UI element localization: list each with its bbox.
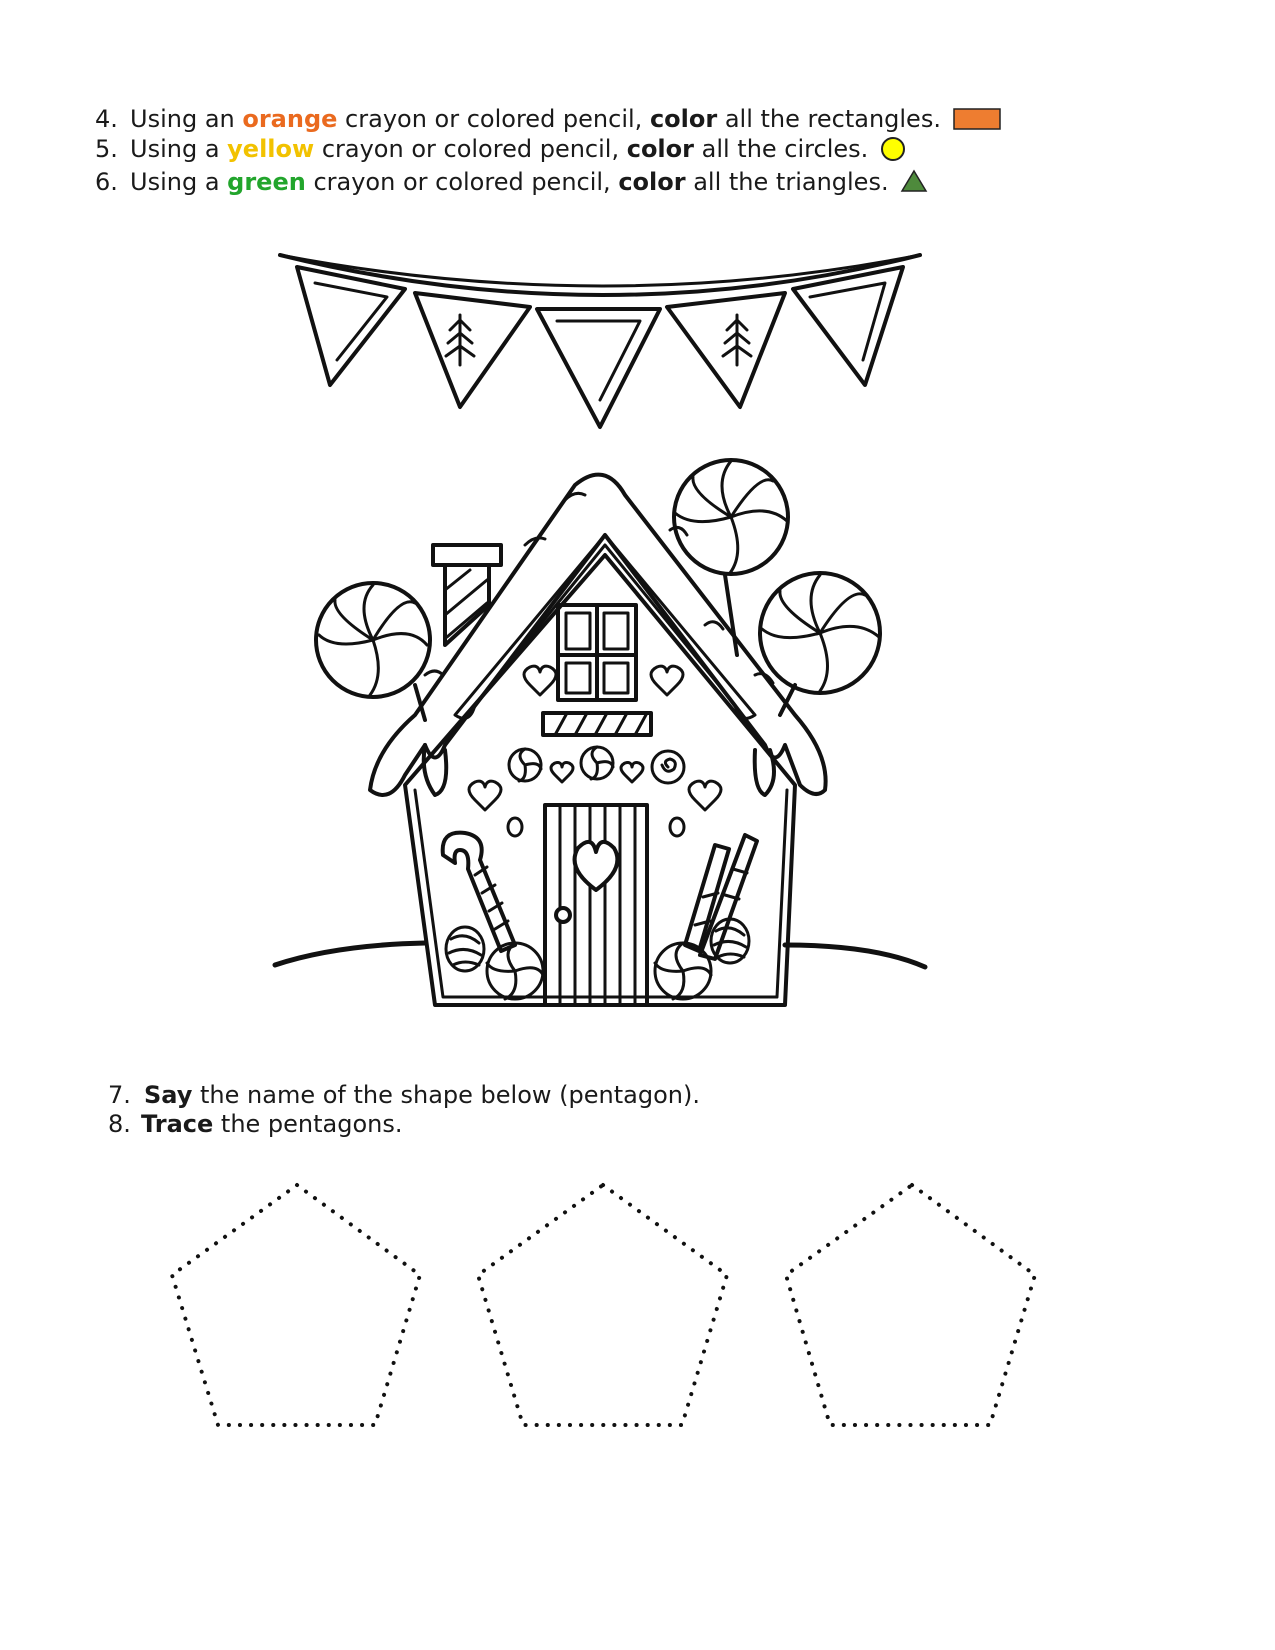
gingerbread-house-illustration [275, 245, 935, 1035]
instruction-number: 4. [95, 105, 118, 133]
triangle-icon [900, 169, 928, 193]
tree-icon [723, 315, 751, 365]
candy-cane-right [685, 835, 757, 959]
instruction-text-post: all the circles. [693, 135, 869, 163]
instruction-verb: Say [144, 1081, 193, 1109]
tree-icon [446, 315, 474, 365]
instruction-number: 8. [108, 1110, 131, 1138]
tracing-pentagons [0, 1170, 1275, 1490]
instruction-text-mid: crayon or colored pencil, [337, 105, 650, 133]
pentagon-tracing-1[interactable] [172, 1185, 420, 1425]
door [545, 805, 647, 1005]
instruction-number: 7. [108, 1081, 131, 1109]
color-word-yellow: yellow [227, 135, 315, 163]
instruction-text-post: all the triangles. [685, 168, 889, 196]
instruction-text-post: the name of the shape below (pentagon). [192, 1081, 700, 1109]
instruction-verb: color [618, 168, 686, 196]
bunting-banner [280, 255, 920, 427]
chimney [433, 545, 501, 645]
instruction-text-post: the pentagons. [213, 1110, 403, 1138]
pentagon-tracing-2[interactable] [478, 1185, 727, 1425]
instruction-text-mid: crayon or colored pencil, [305, 168, 619, 196]
instruction-text-pre: Using an [130, 105, 243, 133]
window [543, 605, 651, 735]
rectangle-icon [953, 108, 1001, 130]
instruction-text-pre: Using a [130, 135, 228, 163]
pentagon-tracing-3[interactable] [786, 1185, 1035, 1425]
instruction-text-pre: Using a [130, 168, 228, 196]
instruction-text-post: all the rectangles. [717, 105, 941, 133]
instruction-verb: color [626, 135, 694, 163]
lollipop-left [316, 583, 430, 720]
instruction-number: 5. [95, 135, 118, 163]
instruction-verb: color [649, 105, 718, 133]
candy-decorations [508, 747, 684, 836]
instruction-verb: Trace [141, 1110, 214, 1138]
color-word-orange: orange [242, 105, 338, 133]
color-word-green: green [227, 168, 306, 196]
instruction-text-mid: crayon or colored pencil, [314, 135, 627, 163]
ground-line [275, 943, 425, 965]
lollipop-top-right [674, 460, 788, 655]
instruction-number: 6. [95, 168, 118, 196]
circle-icon [880, 136, 906, 162]
